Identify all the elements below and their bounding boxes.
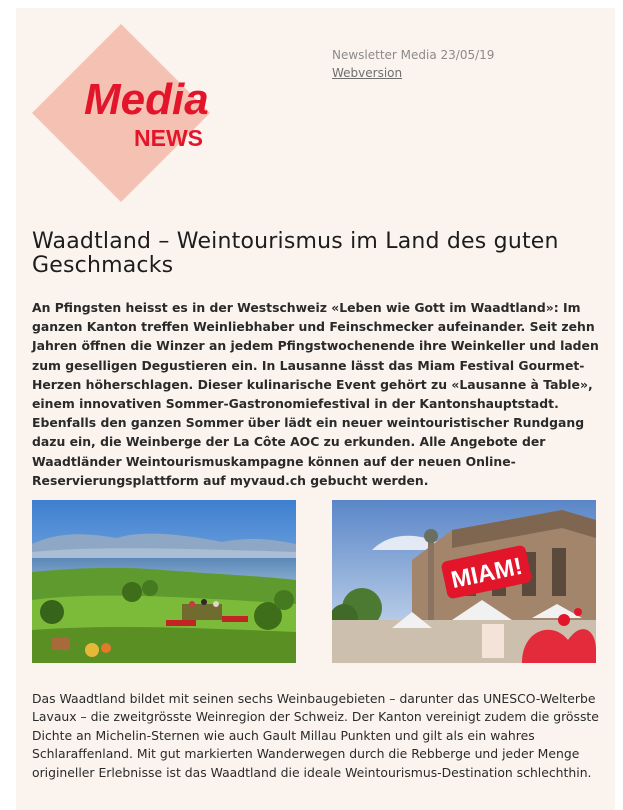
newsletter-date: Newsletter Media 23/05/19 [332, 48, 495, 62]
newsletter-card [16, 8, 615, 810]
miam-festival-photo [332, 500, 596, 663]
vineyard-photo [32, 500, 296, 663]
header-meta [332, 46, 494, 82]
miam-sign: MIAM! [448, 552, 525, 595]
logo-word-media: Media [84, 75, 209, 124]
article-title: Waadtland – Weintourismus im Land des guten Geschmacks [32, 229, 559, 278]
media-news-logo [32, 24, 210, 202]
article-lead: An Pfingsten heisst es in der Westschweiz «Leben wie Gott im Waadtland»: Im ganzen Kanton treffen Weinliebhaber und Feinschmecker aufeinander. Seit zehn Jahren öffnen die Winzer an jedem Pfingstwochenende ihre Weinkeller und laden zum geselligen Degustieren ein. In Lausanne lässt das Miam Festival Gourmet-Herzen höherschlagen. Dieser kulinarische Event gehört zu «Lausanne à Table», einem innovativen Sommer-Gastronomiefestival in der Kantonshauptstadt. Ebenfalls den ganzen Sommer über lädt ein neuer weintouristischer Rundgang dazu ein, die Weinberge der La Côte AOC zu erkunden. Alle Angebote der Waadtländer Weintourismuskampagne können auf der neuen Online-Reservierungsplattform auf myvaud.ch gebucht werden. [32, 300, 599, 488]
webversion-link[interactable]: Webversion [332, 66, 403, 80]
logo-word-news: NEWS [134, 125, 203, 151]
article-body: Das Waadtland bildet mit seinen sechs Weinbaugebieten – darunter das UNESCO-Welterbe Lavaux – die zweitgrösste Weinregion der Schweiz. Der Kanton vereinigt zudem die grösste Dichte an Michelin-Sternen wie auch Gault Millau Punkten und gilt als ein wahres Schlaraffenland. Mit gut markierten Wanderwegen durch die Rebberge und jeder Menge origineller Erlebnisse ist das Waadtland die ideale Weintourismus-Destination schlechthin. [32, 691, 599, 780]
